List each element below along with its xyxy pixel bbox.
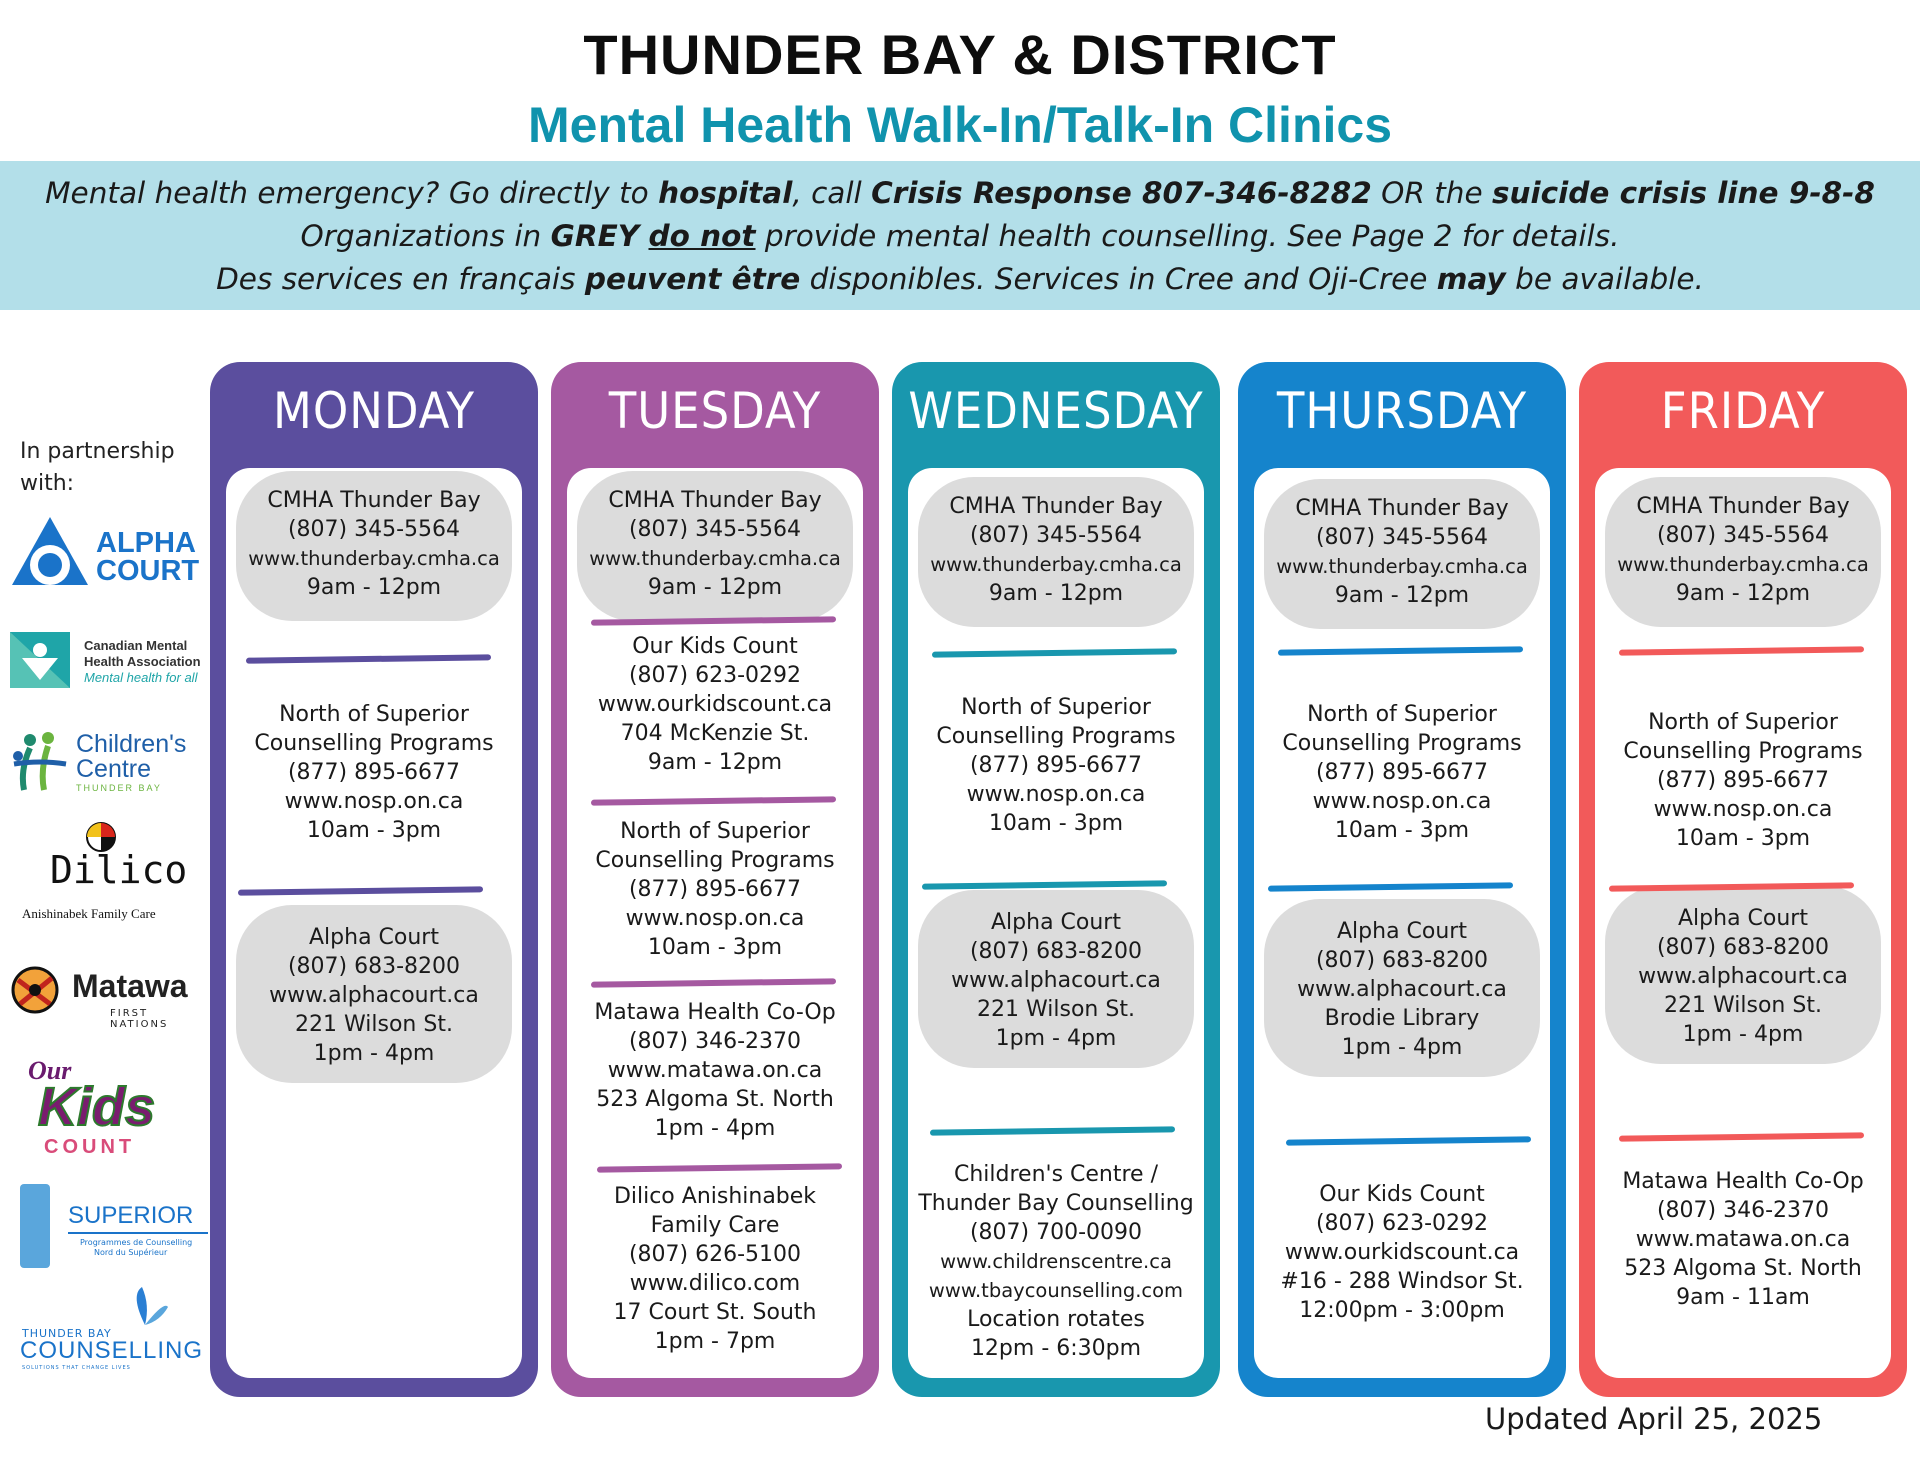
- day-clinic-list: [226, 468, 522, 1378]
- clinic-detail: (807) 345-5564: [1656, 523, 1830, 548]
- clinic-website: www.thunderbay.cmha.ca: [589, 547, 841, 570]
- clinic-detail: 9am - 12pm: [988, 581, 1124, 606]
- clinic-detail: CMHA Thunder Bay: [267, 488, 481, 513]
- day-clinic-list: [908, 468, 1204, 1378]
- clinic-entry: [908, 1160, 1204, 1363]
- clinic-detail: 704 McKenzie St.: [620, 721, 810, 746]
- clinic-website: www.matawa.on.ca: [607, 1058, 823, 1083]
- childrens-centre-logo: Children's Centre THUNDER BAY: [10, 730, 210, 800]
- brush-divider: [930, 1126, 1175, 1135]
- clinic-detail: Matawa Health Co-Op: [1622, 1169, 1864, 1194]
- clinic-detail: 523 Algoma St. North: [596, 1087, 834, 1112]
- day-column-tuesday: [551, 362, 879, 1397]
- clinic-website: www.nosp.on.ca: [966, 782, 1146, 807]
- clinic-website: www.thunderbay.cmha.ca: [1617, 553, 1869, 576]
- tb-counselling-logo: THUNDER BAY COUNSELLING SOLUTIONS THAT CHANGE LIVES: [10, 1285, 210, 1370]
- clinic-detail: 10am - 3pm: [1334, 818, 1470, 843]
- brush-divider: [1286, 1136, 1531, 1145]
- clinic-detail: 1pm - 7pm: [654, 1329, 776, 1354]
- our-kids-count-logo: Our Kids COUNT: [28, 1056, 156, 1158]
- alpha-court-logo: ALPHA COURT: [10, 515, 210, 595]
- clinic-website: www.nosp.on.ca: [1312, 789, 1492, 814]
- clinic-website: www.thunderbay.cmha.ca: [248, 547, 500, 570]
- clinic-detail: (877) 895-6677: [969, 753, 1143, 778]
- clinic-detail: (807) 345-5564: [969, 523, 1143, 548]
- day-heading: FRIDAY: [1660, 382, 1826, 440]
- day-clinic-list: [567, 468, 863, 1378]
- clinic-entry: [226, 923, 522, 1068]
- clinic-website: www.ourkidscount.ca: [597, 692, 833, 717]
- brush-divider: [591, 796, 836, 805]
- clinic-detail: 12pm - 6:30pm: [970, 1336, 1142, 1361]
- clinic-detail: (877) 895-6677: [1656, 768, 1830, 793]
- alpha-court-icon: [10, 515, 90, 595]
- clinic-detail: 9am - 12pm: [306, 575, 442, 600]
- clinic-detail: Dilico Anishinabek: [613, 1184, 817, 1209]
- clinic-website: www.matawa.on.ca: [1635, 1227, 1851, 1252]
- brush-divider: [238, 886, 483, 895]
- clinic-entry: [1595, 1167, 1891, 1312]
- clinic-entry: [1595, 492, 1891, 608]
- clinic-entry: [908, 908, 1204, 1053]
- brush-divider: [1268, 882, 1513, 891]
- clinic-detail: 12:00pm - 3:00pm: [1299, 1298, 1505, 1323]
- clinic-entry: [1254, 494, 1550, 610]
- brush-divider: [932, 648, 1177, 657]
- day-heading: TUESDAY: [608, 382, 822, 440]
- butterfly-icon: [120, 1285, 170, 1329]
- clinic-website: www.thunderbay.cmha.ca: [1276, 555, 1528, 578]
- clinic-entry: [1254, 700, 1550, 845]
- clinic-detail: (807) 683-8200: [969, 939, 1143, 964]
- day-column-friday: [1579, 362, 1907, 1397]
- clinic-detail: (807) 700-0090: [969, 1220, 1143, 1245]
- clinic-website: www.alphacourt.ca: [269, 983, 479, 1008]
- clinic-entry: [567, 1182, 863, 1356]
- clinic-detail: (877) 895-6677: [628, 877, 802, 902]
- clinic-detail: Counselling Programs: [595, 848, 835, 873]
- matawa-logo: Matawa FIRST NATIONS: [10, 960, 210, 1030]
- clinic-detail: North of Superior: [961, 695, 1151, 720]
- banner-line-emergency: Mental health emergency? Go directly to hospital, call Crisis Response 807-346-8282 OR the suicide crisis line 9-8-8: [45, 176, 1875, 210]
- clinic-entry: [1254, 917, 1550, 1062]
- clinic-website: www.thunderbay.cmha.ca: [930, 553, 1182, 576]
- clinic-website: www.nosp.on.ca: [284, 789, 464, 814]
- superior-icon: [20, 1184, 50, 1268]
- clinic-detail: Thunder Bay Counselling: [918, 1191, 1194, 1216]
- clinic-detail: North of Superior: [279, 702, 469, 727]
- cmha-icon: [10, 632, 70, 688]
- clinic-entry: [567, 998, 863, 1143]
- brush-divider: [591, 978, 836, 987]
- clinic-detail: 221 Wilson St.: [1664, 993, 1822, 1018]
- clinic-website: www.nosp.on.ca: [1653, 797, 1833, 822]
- clinic-detail: 1pm - 4pm: [995, 1026, 1117, 1051]
- clinic-detail: Counselling Programs: [936, 724, 1176, 749]
- clinic-website: www.dilico.com: [629, 1271, 801, 1296]
- clinic-website: www.alphacourt.ca: [951, 968, 1161, 993]
- clinic-detail: Brodie Library: [1324, 1006, 1480, 1031]
- clinic-detail: (877) 895-6677: [287, 760, 461, 785]
- clinic-detail: 1pm - 4pm: [313, 1041, 435, 1066]
- clinic-entry: [567, 486, 863, 602]
- cmha-logo: Canadian Mental Health Association Mental health for all: [10, 632, 210, 692]
- superior-logo: SUPERIOR Programmes de Counselling Nord du Supérieur: [10, 1182, 210, 1272]
- clinic-detail: CMHA Thunder Bay: [1636, 494, 1850, 519]
- clinic-detail: (807) 346-2370: [628, 1029, 802, 1054]
- day-heading: WEDNESDAY: [908, 382, 1204, 440]
- clinic-detail: 1pm - 4pm: [1682, 1022, 1804, 1047]
- clinic-detail: 9am - 12pm: [647, 750, 783, 775]
- day-column-monday: [210, 362, 538, 1397]
- clinic-detail: (807) 345-5564: [1315, 525, 1489, 550]
- clinic-detail: CMHA Thunder Bay: [1295, 496, 1509, 521]
- clinic-detail: 9am - 12pm: [1334, 583, 1470, 608]
- clinic-detail: 523 Algoma St. North: [1624, 1256, 1862, 1281]
- clinic-detail: (807) 346-2370: [1656, 1198, 1830, 1223]
- clinic-entry: [567, 817, 863, 962]
- clinic-detail: (807) 345-5564: [628, 517, 802, 542]
- brush-divider: [246, 654, 491, 663]
- clinic-detail: Counselling Programs: [1623, 739, 1863, 764]
- clinic-detail: 221 Wilson St.: [295, 1012, 453, 1037]
- clinic-entry: [567, 632, 863, 777]
- clinic-website: www.nosp.on.ca: [625, 906, 805, 931]
- clinic-entry: [226, 486, 522, 602]
- clinic-detail: (877) 895-6677: [1315, 760, 1489, 785]
- clinic-detail: 10am - 3pm: [988, 811, 1124, 836]
- clinic-detail: (807) 683-8200: [1315, 948, 1489, 973]
- day-column-thursday: [1238, 362, 1566, 1397]
- clinic-detail: (807) 623-0292: [628, 663, 802, 688]
- clinic-detail: Children's Centre /: [953, 1162, 1158, 1187]
- page-subtitle: Mental Health Walk-In/Talk-In Clinics: [527, 97, 1392, 153]
- clinic-entry: [908, 492, 1204, 608]
- updated-date: Updated April 25, 2025: [1485, 1402, 1823, 1436]
- clinic-detail: 9am - 12pm: [647, 575, 783, 600]
- clinic-detail: 9am - 12pm: [1675, 581, 1811, 606]
- clinic-detail: 17 Court St. South: [613, 1300, 817, 1325]
- clinic-detail: (807) 683-8200: [287, 954, 461, 979]
- clinic-detail: Alpha Court: [991, 910, 1121, 935]
- clinic-detail: North of Superior: [1307, 702, 1497, 727]
- banner-line-languages: Des services en français peuvent être disponibles. Services in Cree and Oji-Cree may be available.: [216, 262, 1704, 296]
- clinic-detail: Counselling Programs: [254, 731, 494, 756]
- clinic-detail: 1pm - 4pm: [1341, 1035, 1463, 1060]
- clinic-website: www.alphacourt.ca: [1297, 977, 1507, 1002]
- day-column-wednesday: [892, 362, 1220, 1397]
- clinic-detail: Our Kids Count: [632, 634, 798, 659]
- banner-line-grey-note: Organizations in GREY do not provide mental health counselling. See Page 2 for details.: [300, 219, 1620, 253]
- people-icon: [10, 730, 72, 792]
- clinic-detail: 1pm - 4pm: [654, 1116, 776, 1141]
- day-heading: MONDAY: [273, 382, 475, 440]
- clinic-entry: [1595, 904, 1891, 1049]
- clinic-detail: North of Superior: [620, 819, 810, 844]
- clinic-detail: 10am - 3pm: [306, 818, 442, 843]
- brush-divider: [922, 880, 1167, 889]
- clinic-detail: Alpha Court: [309, 925, 439, 950]
- clinic-entry: [908, 693, 1204, 838]
- partners-label: In partnership with:: [20, 439, 175, 496]
- emergency-banner: [0, 161, 1920, 310]
- clinic-entry: [226, 700, 522, 845]
- clinic-detail: CMHA Thunder Bay: [949, 494, 1163, 519]
- clinic-detail: CMHA Thunder Bay: [608, 488, 822, 513]
- clinic-detail: North of Superior: [1648, 710, 1838, 735]
- clinic-detail: Counselling Programs: [1282, 731, 1522, 756]
- brush-divider: [1278, 646, 1523, 655]
- clinic-detail: 10am - 3pm: [647, 935, 783, 960]
- brush-divider: [597, 1163, 842, 1172]
- clinic-detail: 221 Wilson St.: [977, 997, 1135, 1022]
- clinic-detail: Alpha Court: [1678, 906, 1808, 931]
- clinic-detail: Location rotates: [967, 1307, 1145, 1332]
- page-title: THUNDER BAY & DISTRICT: [583, 23, 1337, 86]
- clinic-website: www.childrenscentre.ca: [940, 1250, 1172, 1273]
- clinic-detail: (807) 345-5564: [287, 517, 461, 542]
- brush-divider: [1619, 646, 1864, 655]
- matawa-icon: [10, 960, 60, 1018]
- clinic-detail: (807) 623-0292: [1315, 1211, 1489, 1236]
- day-heading: THURSDAY: [1276, 382, 1528, 440]
- clinic-detail: Matawa Health Co-Op: [594, 1000, 836, 1025]
- clinic-detail: 10am - 3pm: [1675, 826, 1811, 851]
- clinic-detail: Our Kids Count: [1319, 1182, 1485, 1207]
- clinic-website: www.alphacourt.ca: [1638, 964, 1848, 989]
- clinic-website: www.ourkidscount.ca: [1284, 1240, 1520, 1265]
- day-clinic-list: [1254, 468, 1550, 1378]
- clinic-entry: [1595, 708, 1891, 853]
- clinic-website: www.tbaycounselling.com: [928, 1279, 1184, 1302]
- clinic-detail: Family Care: [650, 1213, 780, 1238]
- day-clinic-list: [1595, 468, 1891, 1378]
- clinic-detail: (807) 626-5100: [628, 1242, 802, 1267]
- clinic-detail: Alpha Court: [1337, 919, 1467, 944]
- dilico-logo: Dilico Anishinabek Family Care: [10, 822, 210, 922]
- clinic-detail: (807) 683-8200: [1656, 935, 1830, 960]
- clinic-entry: [1254, 1180, 1550, 1325]
- clinic-detail: #16 - 288 Windsor St.: [1280, 1269, 1524, 1294]
- clinic-detail: 9am - 11am: [1676, 1285, 1810, 1310]
- brush-divider: [1619, 1132, 1864, 1141]
